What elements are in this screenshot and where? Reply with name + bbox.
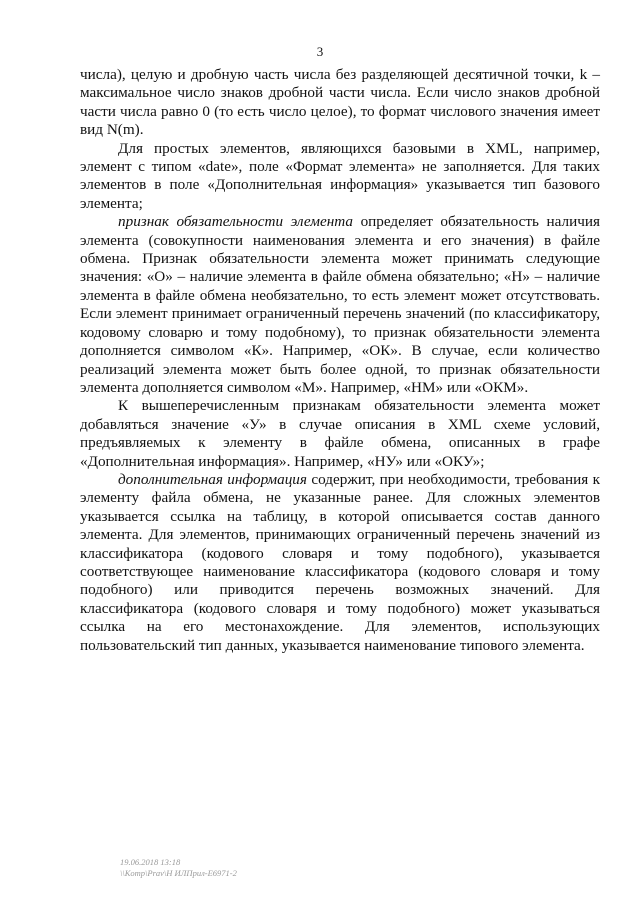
document-body bbox=[80, 66, 600, 655]
document-footer bbox=[120, 857, 237, 879]
paragraph-3 bbox=[80, 213, 600, 397]
paragraph-2 bbox=[80, 140, 600, 214]
paragraph-5 bbox=[80, 471, 600, 655]
footer-timestamp: 19.06.2018 13:18 bbox=[120, 857, 181, 867]
paragraph-4 bbox=[80, 397, 600, 471]
paragraph-1 bbox=[80, 66, 600, 140]
paragraph-text: определяет обязательность наличия элемента (совокупности наименования элемента и его значения) в файле обмена. Признак обязательности элемента может принимать следующие значения: «О» – наличие элемента в файле обмена обязательно; «Н» – наличие элемента в файле обмена необязательно, то есть элемент может отсутствовать. Если элемент принимает ограниченный перечень значений (по классификатору, кодовому словарю и тому подобному), то признак обязательности элемента дополняется символом «К». Например, «ОК». В случае, если количество реализаций элемента может быть более одной, то признак обязательности элемента дополняется символом «М». Например, «НМ» или «ОКМ». bbox=[80, 213, 600, 396]
paragraph-text: К вышеперечисленным признакам обязательности элемента может добавляться значение «У» в случае описания в XML схеме условий, предъявляемых к элементу в файле обмена, описанных в графе «Дополнительная информация». Например, «НУ» или «ОКУ»; bbox=[80, 397, 600, 470]
defined-term: дополнительная информация bbox=[118, 470, 307, 488]
paragraph-text: содержит, при необходимости, требования к элементу файла обмена, не указанные ранее. Для сложных элементов указывается ссылка на таблицу, в которой описывается состав данного элемента. Для элементов, принимающих ограниченный перечень значений из классификатора (кодового словаря и тому подобного), указывается соответствующее наименование классификатора (кодового словаря и тому подобного) или приводится перечень возможных значений. Для классификатора (кодового словаря и тому подобного) может указываться ссылка на его местонахождение. Для элементов, использующих пользовательский тип данных, указывается наименование типового элемента. bbox=[80, 470, 600, 654]
defined-term: признак обязательности элемента bbox=[118, 213, 353, 231]
footer-file-path: \\Komp\Prav\Н ИЛПрил-Е6971-2 bbox=[120, 868, 237, 878]
paragraph-text: Для простых элементов, являющихся базовыми в XML, например, элемент с типом «date», поле «Формат элемента» не заполняется. Для таких элементов в поле «Дополнительная информация» указывается тип базового элемента; bbox=[80, 139, 600, 212]
paragraph-text: числа), целую и дробную часть числа без разделяющей десятичной точки, k – максимальное число знаков дробной части числа. Если число знаков дробной части числа равно 0 (то есть число целое), то формат числового значения имеет вид N(m). bbox=[80, 66, 600, 139]
page-number: 3 bbox=[316, 44, 324, 59]
